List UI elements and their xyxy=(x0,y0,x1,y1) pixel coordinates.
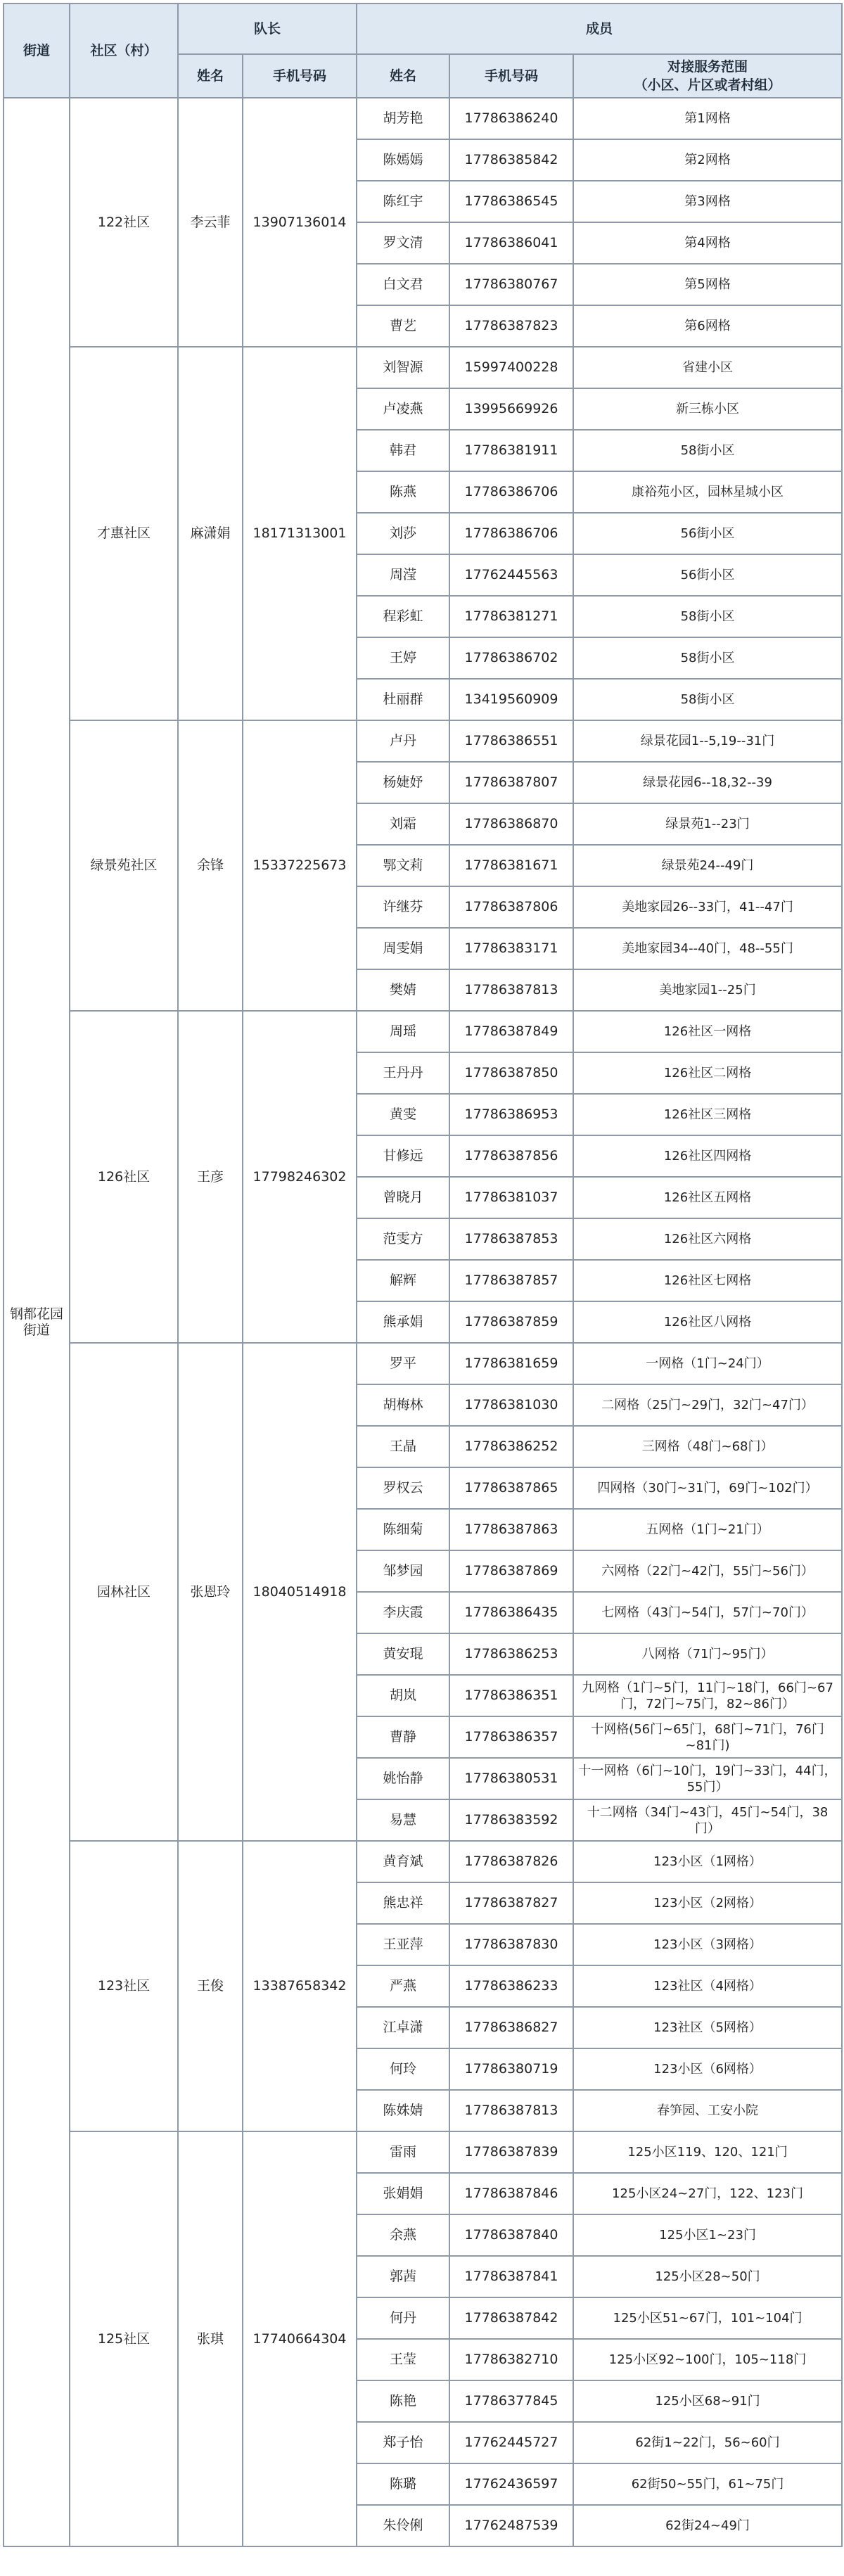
member-phone-cell: 17762445727 xyxy=(449,2422,573,2463)
member-phone-cell: 17786387839 xyxy=(449,2131,573,2173)
street-cell: 钢都花园 街道 xyxy=(4,98,70,2546)
member-phone-cell: 17786386870 xyxy=(449,803,573,845)
member-scope-cell: 五网格（1门~21门） xyxy=(573,1509,842,1550)
member-scope-cell: 123小区（3网格） xyxy=(573,1924,842,1965)
member-name-cell: 周雯娟 xyxy=(357,928,449,969)
member-name-cell: 雷雨 xyxy=(357,2131,449,2173)
member-name-cell: 张娟娟 xyxy=(357,2173,449,2214)
member-name-cell: 王莹 xyxy=(357,2339,449,2380)
member-scope-cell: 126社区八网格 xyxy=(573,1301,842,1343)
member-scope-cell: 绿景苑1--23门 xyxy=(573,803,842,845)
member-scope-cell: 第2网格 xyxy=(573,139,842,181)
member-name-cell: 朱伶俐 xyxy=(357,2505,449,2546)
leader-name-cell: 麻潇娟 xyxy=(178,347,243,720)
member-scope-cell: 新三栋小区 xyxy=(573,388,842,430)
member-scope-cell: 绿景花园1--5,19--31门 xyxy=(573,720,842,762)
member-phone-cell: 17762487539 xyxy=(449,2505,573,2546)
member-scope-cell: 一网格（1门~24门） xyxy=(573,1343,842,1384)
member-name-cell: 刘智源 xyxy=(357,347,449,388)
member-name-cell: 陈燕 xyxy=(357,471,449,513)
member-name-cell: 许继芬 xyxy=(357,886,449,928)
member-phone-cell: 17786386551 xyxy=(449,720,573,762)
member-name-cell: 郑子怡 xyxy=(357,2422,449,2463)
member-name-cell: 姚怡静 xyxy=(357,1758,449,1799)
member-phone-cell: 17786386252 xyxy=(449,1426,573,1467)
member-scope-cell: 十网格(56门~65门，68门~71门，76门~81门) xyxy=(573,1716,842,1758)
member-phone-cell: 17786385842 xyxy=(449,139,573,181)
member-scope-cell: 四网格（30门~31门，69门~102门） xyxy=(573,1467,842,1509)
member-phone-cell: 17786386827 xyxy=(449,2007,573,2048)
member-scope-cell: 126社区六网格 xyxy=(573,1218,842,1260)
leader-name-header: 姓名 xyxy=(178,54,243,98)
member-phone-cell: 17786382710 xyxy=(449,2339,573,2380)
member-name-cell: 陈细菊 xyxy=(357,1509,449,1550)
community-name-cell: 125社区 xyxy=(70,2131,178,2546)
table-row xyxy=(4,347,842,388)
community-name-cell: 园林社区 xyxy=(70,1343,178,1841)
member-scope-cell: 八网格（71门~95门） xyxy=(573,1633,842,1675)
community-name-cell: 126社区 xyxy=(70,1011,178,1343)
leader-phone-cell: 18040514918 xyxy=(243,1343,357,1841)
member-phone-cell: 17786387849 xyxy=(449,1011,573,1052)
member-phone-cell: 17786387823 xyxy=(449,305,573,347)
member-phone-cell: 17786387813 xyxy=(449,969,573,1011)
member-name-cell: 周滢 xyxy=(357,554,449,596)
member-scope-cell: 126社区三网格 xyxy=(573,1094,842,1135)
member-name-cell: 罗文清 xyxy=(357,222,449,264)
member-name-cell: 王晶 xyxy=(357,1426,449,1467)
member-name-cell: 胡芳艳 xyxy=(357,98,449,139)
member-phone-cell: 17786386435 xyxy=(449,1592,573,1633)
member-phone-cell: 17786387842 xyxy=(449,2297,573,2339)
member-name-cell: 樊婧 xyxy=(357,969,449,1011)
member-scope-cell: 126社区七网格 xyxy=(573,1260,842,1301)
member-name-cell: 何丹 xyxy=(357,2297,449,2339)
member-scope-cell: 六网格（22门~42门，55门~56门） xyxy=(573,1550,842,1592)
member-scope-cell: 126社区四网格 xyxy=(573,1135,842,1177)
member-scope-cell: 58街小区 xyxy=(573,637,842,679)
member-phone-cell: 17786380767 xyxy=(449,264,573,305)
member-name-cell: 陈璐 xyxy=(357,2463,449,2505)
member-phone-cell: 17786387859 xyxy=(449,1301,573,1343)
member-name-cell: 曹静 xyxy=(357,1716,449,1758)
member-name-cell: 甘修远 xyxy=(357,1135,449,1177)
member-scope-cell: 62街50~55门，61~75门 xyxy=(573,2463,842,2505)
member-phone-cell: 15997400228 xyxy=(449,347,573,388)
member-phone-cell: 17786387840 xyxy=(449,2214,573,2256)
member-name-cell: 胡梅林 xyxy=(357,1384,449,1426)
leader-phone-cell: 13387658342 xyxy=(243,1841,357,2131)
member-name-cell: 陈嫣嫣 xyxy=(357,139,449,181)
member-scope-cell: 美地家园34--40门，48--55门 xyxy=(573,928,842,969)
member-group-header: 成员 xyxy=(357,4,842,54)
member-phone-cell: 17786387857 xyxy=(449,1260,573,1301)
member-name-cell: 江卓潇 xyxy=(357,2007,449,2048)
member-scope-cell: 125小区24~27门，122、123门 xyxy=(573,2173,842,2214)
community-name-cell: 123社区 xyxy=(70,1841,178,2131)
leader-phone-cell: 17798246302 xyxy=(243,1011,357,1343)
member-scope-cell: 十一网格（6门~10门，19门~33门，44门，55门） xyxy=(573,1758,842,1799)
member-phone-cell: 17786381030 xyxy=(449,1384,573,1426)
member-name-cell: 王婷 xyxy=(357,637,449,679)
member-name-cell: 韩君 xyxy=(357,430,449,471)
member-scope-cell: 123社区（5网格） xyxy=(573,2007,842,2048)
member-name-cell: 王亚萍 xyxy=(357,1924,449,1965)
member-name-cell: 黄育斌 xyxy=(357,1841,449,1882)
community-name-cell: 绿景苑社区 xyxy=(70,720,178,1011)
member-scope-cell: 第3网格 xyxy=(573,181,842,222)
member-scope-cell: 123小区（6网格） xyxy=(573,2048,842,2090)
member-phone-cell: 17786387850 xyxy=(449,1052,573,1094)
member-name-cell: 何玲 xyxy=(357,2048,449,2090)
member-phone-cell: 17786387830 xyxy=(449,1924,573,1965)
table-body xyxy=(4,98,842,2546)
member-name-cell: 陈艳 xyxy=(357,2380,449,2422)
member-phone-cell: 17786381659 xyxy=(449,1343,573,1384)
member-phone-cell: 17786386233 xyxy=(449,1965,573,2007)
member-name-cell: 卢凌燕 xyxy=(357,388,449,430)
member-phone-cell: 17786386545 xyxy=(449,181,573,222)
table-row xyxy=(4,1841,842,1882)
member-phone-cell: 17786387807 xyxy=(449,762,573,803)
member-name-cell: 陈姝婧 xyxy=(357,2090,449,2131)
member-phone-cell: 17786386351 xyxy=(449,1675,573,1716)
member-phone-cell: 17786387853 xyxy=(449,1218,573,1260)
member-name-cell: 周瑶 xyxy=(357,1011,449,1052)
member-phone-cell: 17786387827 xyxy=(449,1882,573,1924)
member-phone-cell: 17786380531 xyxy=(449,1758,573,1799)
member-phone-cell: 17786386706 xyxy=(449,471,573,513)
member-phone-cell: 17786386240 xyxy=(449,98,573,139)
member-scope-cell: 省建小区 xyxy=(573,347,842,388)
member-phone-cell: 17786381037 xyxy=(449,1177,573,1218)
member-scope-cell: 春笋园、工安小院 xyxy=(573,2090,842,2131)
leader-phone-cell: 18171313001 xyxy=(243,347,357,720)
leader-group-header: 队长 xyxy=(178,4,357,54)
member-name-cell: 李庆霞 xyxy=(357,1592,449,1633)
member-name-cell: 罗权云 xyxy=(357,1467,449,1509)
member-phone-cell: 17786381271 xyxy=(449,596,573,637)
member-name-cell: 邹梦园 xyxy=(357,1550,449,1592)
member-phone-cell: 13419560909 xyxy=(449,679,573,720)
member-phone-cell: 17786387846 xyxy=(449,2173,573,2214)
member-phone-cell: 17786381671 xyxy=(449,845,573,886)
member-scope-cell: 126社区二网格 xyxy=(573,1052,842,1094)
member-name-cell: 王丹丹 xyxy=(357,1052,449,1094)
member-name-cell: 白文君 xyxy=(357,264,449,305)
member-phone-cell: 17786387841 xyxy=(449,2256,573,2297)
member-name-cell: 易慧 xyxy=(357,1799,449,1841)
member-scope-cell: 十二网格（34门~43门，45门~54门，38门） xyxy=(573,1799,842,1841)
member-scope-cell: 美地家园26--33门，41--47门 xyxy=(573,886,842,928)
member-phone-cell: 17786386702 xyxy=(449,637,573,679)
leader-name-cell: 张恩玲 xyxy=(178,1343,243,1841)
member-name-header: 姓名 xyxy=(357,54,449,98)
member-phone-header: 手机号码 xyxy=(449,54,573,98)
street-header: 街道 xyxy=(4,4,70,98)
leader-phone-header: 手机号码 xyxy=(243,54,357,98)
member-scope-cell: 126社区一网格 xyxy=(573,1011,842,1052)
member-name-cell: 郭茜 xyxy=(357,2256,449,2297)
member-phone-cell: 17786387863 xyxy=(449,1509,573,1550)
leader-name-cell: 张琪 xyxy=(178,2131,243,2546)
member-name-cell: 陈红宇 xyxy=(357,181,449,222)
member-phone-cell: 17786387869 xyxy=(449,1550,573,1592)
member-scope-cell: 123小区（2网格） xyxy=(573,1882,842,1924)
community-name-cell: 122社区 xyxy=(70,98,178,347)
member-name-cell: 严燕 xyxy=(357,1965,449,2007)
table-row xyxy=(4,98,842,139)
member-scope-cell: 七网格（43门~54门，57门~70门） xyxy=(573,1592,842,1633)
member-name-cell: 罗平 xyxy=(357,1343,449,1384)
member-scope-cell: 三网格（48门~68门） xyxy=(573,1426,842,1467)
member-scope-cell: 125小区1~23门 xyxy=(573,2214,842,2256)
member-scope-cell: 绿景苑24--49门 xyxy=(573,845,842,886)
member-scope-cell: 62街24~49门 xyxy=(573,2505,842,2546)
member-scope-cell: 125小区51~67门，101~104门 xyxy=(573,2297,842,2339)
member-phone-cell: 17786380719 xyxy=(449,2048,573,2090)
member-phone-cell: 17786387826 xyxy=(449,1841,573,1882)
scope-header: 对接服务范围 （小区、片区或者村组） xyxy=(573,54,842,98)
member-scope-cell: 125小区92~100门，105~118门 xyxy=(573,2339,842,2380)
member-phone-cell: 17762436597 xyxy=(449,2463,573,2505)
member-name-cell: 刘霜 xyxy=(357,803,449,845)
member-name-cell: 杨婕妤 xyxy=(357,762,449,803)
member-name-cell: 余燕 xyxy=(357,2214,449,2256)
member-phone-cell: 17786383592 xyxy=(449,1799,573,1841)
leader-name-cell: 余锋 xyxy=(178,720,243,1011)
community-header: 社区（村） xyxy=(70,4,178,98)
member-scope-cell: 123社区（4网格） xyxy=(573,1965,842,2007)
community-name-cell: 才惠社区 xyxy=(70,347,178,720)
member-scope-cell: 58街小区 xyxy=(573,430,842,471)
table-row xyxy=(4,1011,842,1052)
member-phone-cell: 17786386953 xyxy=(449,1094,573,1135)
member-name-cell: 熊承娟 xyxy=(357,1301,449,1343)
member-name-cell: 刘莎 xyxy=(357,513,449,554)
member-phone-cell: 17786386253 xyxy=(449,1633,573,1675)
member-scope-cell: 第6网格 xyxy=(573,305,842,347)
member-phone-cell: 17786381911 xyxy=(449,430,573,471)
member-name-cell: 黄安琨 xyxy=(357,1633,449,1675)
member-scope-cell: 绿景花园6--18,32--39 xyxy=(573,762,842,803)
member-scope-cell: 56街小区 xyxy=(573,513,842,554)
member-phone-cell: 17786387806 xyxy=(449,886,573,928)
member-name-cell: 胡岚 xyxy=(357,1675,449,1716)
leader-name-cell: 王俊 xyxy=(178,1841,243,2131)
member-scope-cell: 126社区五网格 xyxy=(573,1177,842,1218)
leader-name-cell: 李云菲 xyxy=(178,98,243,347)
leader-phone-cell: 13907136014 xyxy=(243,98,357,347)
member-scope-cell: 56街小区 xyxy=(573,554,842,596)
member-phone-cell: 17786387813 xyxy=(449,2090,573,2131)
member-phone-cell: 17786387856 xyxy=(449,1135,573,1177)
table-row xyxy=(4,720,842,762)
table-row xyxy=(4,2131,842,2173)
member-name-cell: 解辉 xyxy=(357,1260,449,1301)
member-scope-cell: 58街小区 xyxy=(573,679,842,720)
member-scope-cell: 美地家园1--25门 xyxy=(573,969,842,1011)
member-phone-cell: 17786383171 xyxy=(449,928,573,969)
member-name-cell: 熊忠祥 xyxy=(357,1882,449,1924)
member-scope-cell: 康裕苑小区，园林星城小区 xyxy=(573,471,842,513)
member-name-cell: 程彩虹 xyxy=(357,596,449,637)
table-row xyxy=(4,1343,842,1384)
member-phone-cell: 17762445563 xyxy=(449,554,573,596)
member-name-cell: 黄雯 xyxy=(357,1094,449,1135)
member-phone-cell: 17786387865 xyxy=(449,1467,573,1509)
member-scope-cell: 123小区（1网格） xyxy=(573,1841,842,1882)
member-scope-cell: 第1网格 xyxy=(573,98,842,139)
member-scope-cell: 第4网格 xyxy=(573,222,842,264)
member-phone-cell: 17786377845 xyxy=(449,2380,573,2422)
member-name-cell: 范雯方 xyxy=(357,1218,449,1260)
member-phone-cell: 17786386041 xyxy=(449,222,573,264)
leader-phone-cell: 15337225673 xyxy=(243,720,357,1011)
member-scope-cell: 125小区68~91门 xyxy=(573,2380,842,2422)
roster-table xyxy=(3,3,843,2547)
member-scope-cell: 125小区119、120、121门 xyxy=(573,2131,842,2173)
member-scope-cell: 二网格（25门~29门，32门~47门） xyxy=(573,1384,842,1426)
table-header xyxy=(4,4,842,98)
member-scope-cell: 62街1~22门，56~60门 xyxy=(573,2422,842,2463)
member-scope-cell: 第5网格 xyxy=(573,264,842,305)
member-phone-cell: 17786386706 xyxy=(449,513,573,554)
member-name-cell: 曹艺 xyxy=(357,305,449,347)
member-name-cell: 曾晓月 xyxy=(357,1177,449,1218)
member-phone-cell: 13995669926 xyxy=(449,388,573,430)
member-phone-cell: 17786386357 xyxy=(449,1716,573,1758)
member-scope-cell: 58街小区 xyxy=(573,596,842,637)
member-scope-cell: 九网格（1门~5门，11门~18门，66门~67门，72门~75门，82~86门） xyxy=(573,1675,842,1716)
member-name-cell: 鄂文莉 xyxy=(357,845,449,886)
leader-phone-cell: 17740664304 xyxy=(243,2131,357,2546)
member-name-cell: 杜丽群 xyxy=(357,679,449,720)
member-scope-cell: 125小区28~50门 xyxy=(573,2256,842,2297)
leader-name-cell: 王彦 xyxy=(178,1011,243,1343)
member-name-cell: 卢丹 xyxy=(357,720,449,762)
